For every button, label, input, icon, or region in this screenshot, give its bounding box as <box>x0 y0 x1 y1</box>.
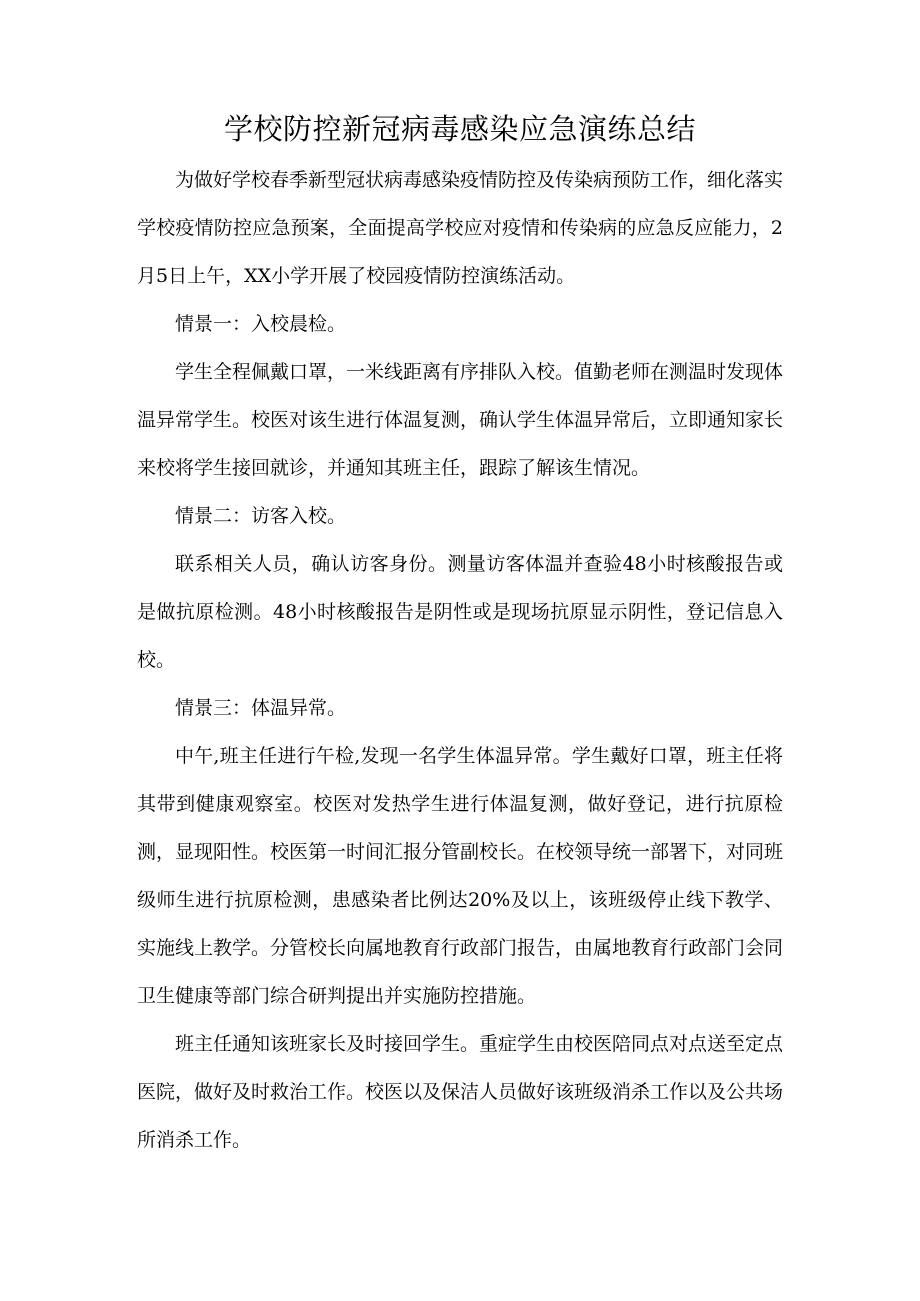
document-page <box>137 104 783 1164</box>
document-title: 学校防控新冠病毒感染应急演练总结 <box>223 112 696 146</box>
scenario-1-heading: 情景一：入校晨检。 <box>175 313 347 335</box>
scenario-2-heading: 情景二：访客入校。 <box>175 505 347 527</box>
scenario-3-heading: 情景三：体温异常。 <box>175 697 347 719</box>
scenario-3-paragraph: 中午,班主任进行午检,发现一名学生体温异常。学生戴好口罩，班主任将其带到健康观察室。校医对发热学生进行体温复测，做好登记，进行抗原检测，显现阳性。校医第一时间汇报分管副校长。在校领导统一部署下，对同班级师生进行抗原检测，患感染者比例达20%及以上，该班级停止线下教学、实施线上教学。分管校长向属地教育行政部门报告，由属地教育行政部门会同卫生健康等部门综合研判提出并实施防控措施。 <box>137 745 784 1007</box>
scenario-1-paragraph: 学生全程佩戴口罩，一米线距离有序排队入校。值勤老师在测温时发现体温异常学生。校医对该生进行体温复测，确认学生体温异常后，立即通知家长来校将学生接回就诊，并通知其班主任，跟踪了解该生情况。 <box>137 361 784 479</box>
intro-paragraph: 为做好学校春季新型冠状病毒感染疫情防控及传染病预防工作，细化落实学校疫情防控应急预案，全面提高学校应对疫情和传染病的应急反应能力，2月5日上午，XX小学开展了校园疫情防控演练活动。 <box>137 169 784 287</box>
closing-paragraph: 班主任通知该班家长及时接回学生。重症学生由校医陪同点对点送至定点医院，做好及时救治工作。校医以及保洁人员做好该班级消杀工作以及公共场所消杀工作。 <box>137 1033 784 1151</box>
scenario-2-paragraph: 联系相关人员，确认访客身份。测量访客体温并查验48小时核酸报告或是做抗原检测。48小时核酸报告是阴性或是现场抗原显示阴性，登记信息入校。 <box>137 553 783 671</box>
